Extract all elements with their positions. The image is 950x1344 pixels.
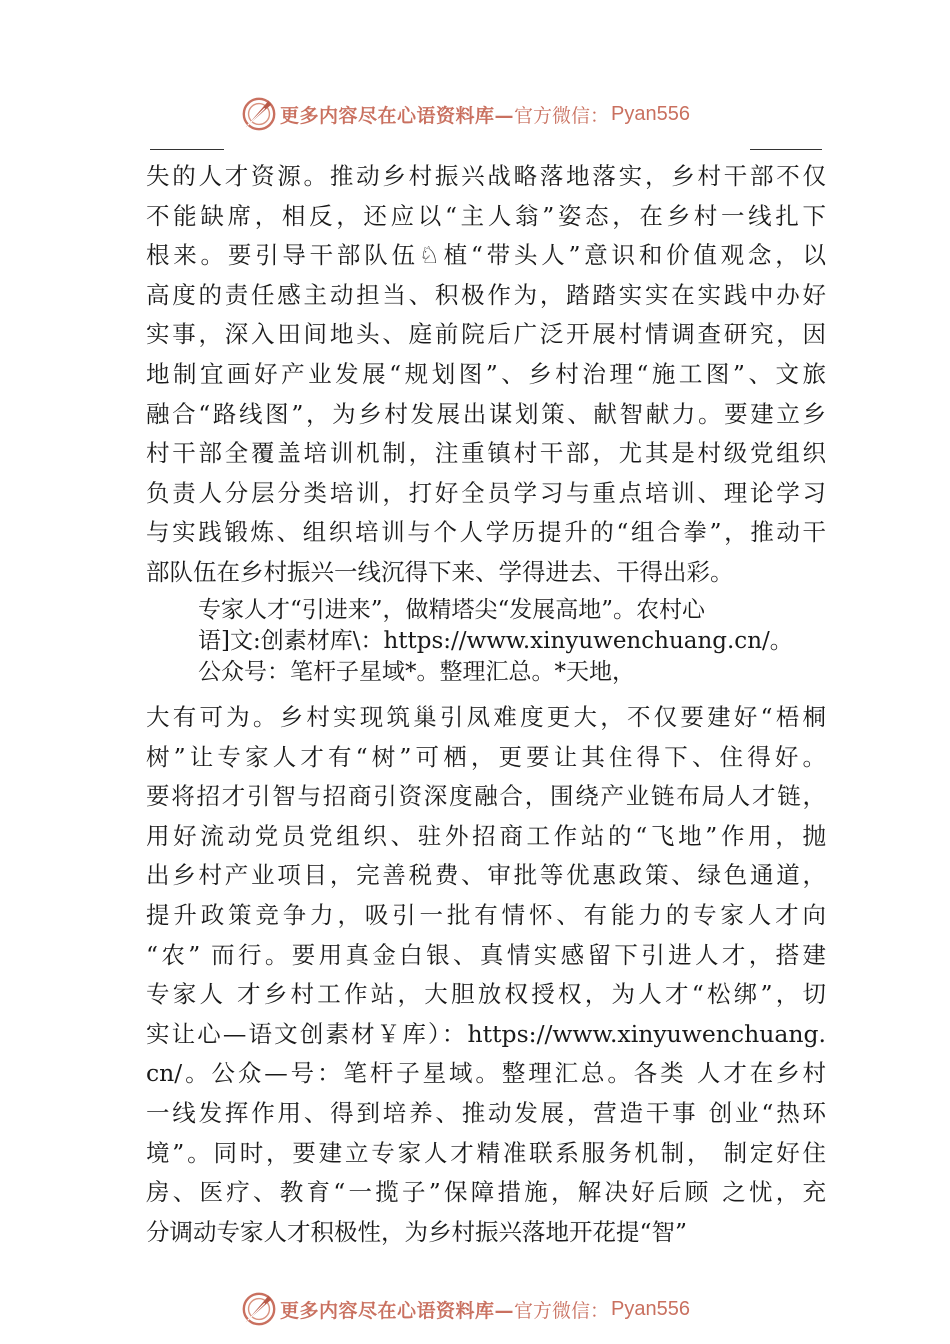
footer-banner-wechat-id: Pyan556	[611, 1297, 690, 1320]
paragraph-line: 分调动专家人才积极性，为乡村振兴落地开花提“智”	[146, 1217, 688, 1246]
paragraph-line: 高度的责任感主动担当、积极作为，踏踏实实在实践中办好	[146, 280, 826, 309]
footer-banner	[240, 1289, 690, 1329]
paragraph-line: cn/。公众—号：笔杆子星域。整理汇总。各类 人才在乡村	[146, 1059, 826, 1088]
paragraph-line: 一线发挥作用、得到培养、推动发展，营造干事 创业“热环	[146, 1098, 826, 1127]
header-banner-title: 更多内容尽在心语资料库—	[280, 104, 515, 127]
paragraph-line: 出乡村产业项目，完善税费、审批等优惠政策、绿色通道，	[146, 861, 826, 890]
paragraph-line: 融合“路线图”，为乡村发展出谋划策、献智献力。要建立乡	[146, 399, 826, 428]
quill-logo-icon	[240, 95, 278, 133]
header-rule-right	[750, 149, 822, 150]
header-rule-left	[150, 149, 224, 150]
paragraph-line: 大有可为。乡村实现筑巢引凤难度更大，不仅要建好“梧桐	[146, 703, 826, 731]
paragraph-line: 失的人才资源。推动乡村振兴战略落地落实，乡村干部不仅	[146, 162, 826, 190]
paragraph-line: 境”。同时，要建立专家人才精准联系服务机制， 制定好住	[146, 1138, 826, 1167]
footer-banner-wechat-label: 官方微信：	[514, 1299, 610, 1322]
paragraph-line: 与实践锻炼、组织培训与个人学历提升的“组合拳”，推动干	[146, 518, 826, 547]
paragraph-line: 提升政策竞争力，吸引一批有情怀、有能力的专家人才向	[146, 900, 826, 929]
paragraph-line: 负责人分层分类培训，打好全员学习与重点培训、理论学习	[146, 478, 826, 507]
paragraph-1	[146, 157, 826, 593]
paragraph-line: “农” 而行。要用真金白银、真情实感留下引进人才，搭建	[146, 940, 826, 969]
paragraph-2	[198, 595, 793, 688]
paragraph-line: 专家人 才乡村工作站，大胆放权授权，为人才“松绑”，切	[146, 980, 826, 1009]
paragraph-line: 公众号：笔杆子星域*。整理汇总。*天地，	[198, 659, 635, 685]
paragraph-line: 根来。要引导干部队伍♘植“带头人”意识和价值观念，以	[146, 241, 826, 270]
paragraph-line: 实事，深入田间地头、庭前院后广泛开展村情调查研究，因	[146, 320, 826, 349]
paragraph-line: 实让心—语文创素材￥库）：https://www.xinyuwenchuang.	[146, 1019, 826, 1048]
header-banner	[240, 94, 690, 134]
paragraph-line: 用好流动党员党组织、驻外招商工作站的“飞地”作用，抛	[146, 821, 826, 850]
paragraph-line: 要将招才引智与招商引资深度融合，围绕产业链布局人才链，	[146, 782, 826, 811]
paragraph-line: 语]文:创素材库\：https://www.xinyuwenchuang.cn/。	[198, 628, 793, 654]
paragraph-line: 专家人才“引进来”，做精塔尖“发展高地”。农村心	[198, 597, 706, 623]
header-banner-wechat-label: 官方微信：	[514, 104, 610, 127]
paragraph-line: 村干部全覆盖培训机制，注重镇村干部，尤其是村级党组织	[146, 439, 826, 468]
paragraph-3	[146, 698, 826, 1252]
header-banner-wechat-id: Pyan556	[611, 102, 690, 125]
paragraph-line: 地制宜画好产业发展“规划图”、乡村治理“施工图”、文旅	[146, 359, 826, 388]
quill-logo-icon	[240, 1290, 278, 1328]
paragraph-line: 部队伍在乡村振兴一线沉得下来、学得进去、干得出彩。	[146, 557, 734, 586]
footer-banner-title: 更多内容尽在心语资料库—	[280, 1299, 515, 1322]
paragraph-line: 不能缺席，相反，还应以“主人翁”姿态，在乡村一线扎下	[146, 201, 826, 230]
paragraph-line: 房、医疗、教育“一揽子”保障措施，解决好后顾 之忧，充	[146, 1178, 826, 1207]
paragraph-line: 树”让专家人才有“树”可栖，更要让其住得下、住得好。	[146, 742, 826, 771]
